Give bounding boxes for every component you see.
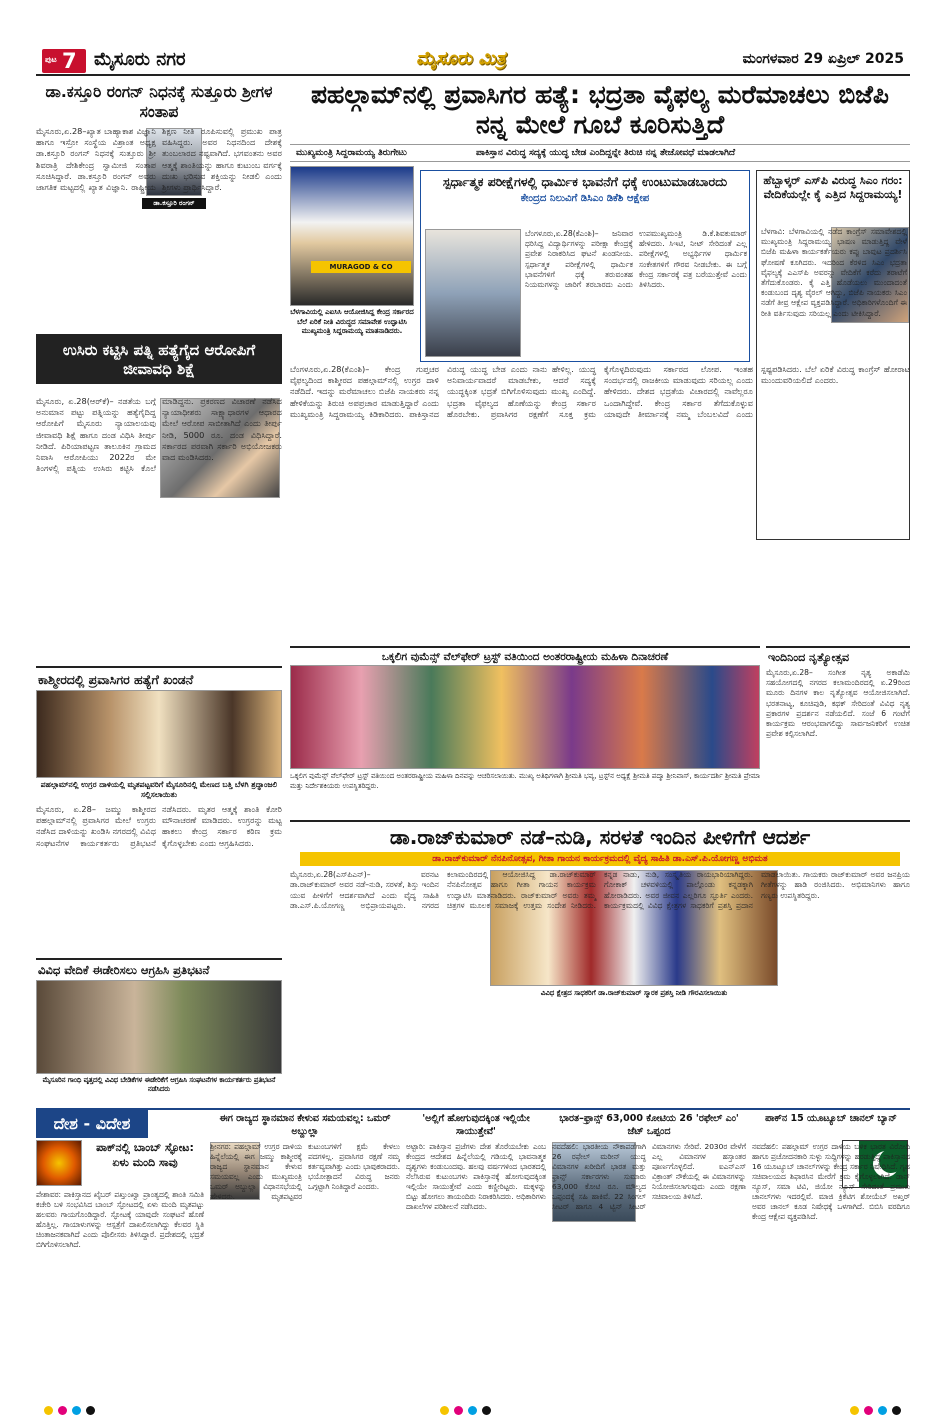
various-protest-caption: ಮೈಸೂರಿನ ಗಾಂಧಿ ವೃತ್ತದಲ್ಲಿ ವಿವಿಧ ಬೇಡಿಕೆಗಳ ಈಡೇರಿಕೆಗೆ ಆಗ್ರಹಿಸಿ ಸಂಘಟನೆಗಳ ಕಾರ್ಯಕರ್ತರು ಪ್ರತಿಭಟನೆ ನಡೆಸಿದರು (42, 1076, 276, 1093)
kashmir-protest-caption: ಪಹಲ್ಗಾಮ್‌ನಲ್ಲಿ ಉಗ್ರರ ದಾಳಿಯಲ್ಲಿ ಮೃತಪಟ್ಟವರಿಗೆ ಮೈಸೂರಿನಲ್ಲಿ ಮೇಣದ ಬತ್ತಿ ಬೆಳಗಿ ಶ್ರದ್ಧಾಂಜಲಿ ಸಲ್ಲಿಸಲಾಯಿತು (40, 780, 278, 799)
womens-day-headline: ಒಕ್ಕಲಿಗ ವುಮೆನ್ಸ್ ವೆಲ್‌ಫೇರ್ ಟ್ರಸ್ಟ್ ವತಿಯಿಂದ ಅಂತರರಾಷ್ಟ್ರೀಯ ಮಹಿಳಾ ದಿನಾಚರಣೆ (381, 651, 669, 663)
lead-sub2: ಪಾಕಿಸ್ತಾನ ವಿರುದ್ಧ ಸದ್ಯಕ್ಕೆ ಯುದ್ಧ ಬೇಡ ಎಂದಿದ್ದನ್ನೇ ತಿರುಚಿ ನನ್ನ ತೇಜೋವಧೆ ಮಾಡಲಾಗಿದೆ (476, 148, 736, 158)
page-label: ಪುಟ (45, 55, 57, 64)
exam-sub: ಕೇಂದ್ರದ ನಿಲುವಿಗೆ ಡಿಸಿಎಂ ಡಿಕೆಶಿ ಆಕ್ಷೇಪ (520, 193, 650, 204)
statehood-headline: ಈಗ ರಾಜ್ಯದ ಸ್ಥಾನಮಾನ ಕೇಳುವ ಸಮಯವಲ್ಲ: ಒಮರ್ ಅಬ್ದುಲ್ಲಾ (219, 1113, 391, 1137)
lead-photo-caption: ಬೆಳಗಾವಿಯಲ್ಲಿ ಎಐಸಿಸಿ ಆಯೋಜಿಸಿದ್ದ ಕೇಂದ್ರ ಸರ್ಕಾರದ ಬೆಲೆ ಏರಿಕೆ ನೀತಿ ವಿರುದ್ಧದ ಸಮಾವೇಶ ಉದ್ಘಾಟಿಸಿ ಮುಖ್ಯಮಂತ್ರಿ ಸಿದ್ದರಾಮಯ್ಯ ಮಾತನಾಡಿದರು. (290, 308, 414, 335)
youtube-story (752, 1112, 910, 1378)
womens-day-story (290, 646, 760, 818)
blast-headline: ಪಾಕ್‌ನಲ್ಲಿ ಬಾಂಬ್ ಸ್ಫೋಟ: ಏಳು ಮಂದಿ ಸಾವು (96, 1141, 194, 1169)
lead-body: ಬೆಂಗಳೂರು,ಏ.28(ಕೆಎಂಶಿ)– ಕೇಂದ್ರ ಗುಪ್ತಚರ ವೈಫಲ್ಯದಿಂದ ಕಾಶ್ಮೀರದ ಪಹಲ್ಗಾಮ್‌ನಲ್ಲಿ ಉಗ್ರರ ದಾಳಿ ನಡೆದಿದೆ. ಇದನ್ನು ಮರೆಮಾಚಲು ಬಿಜೆಪಿ ನಾಯಕರು ನನ್ನ ಹೇಳಿಕೆಯನ್ನು ತಿರುಚಿ ಅಪಪ್ರಚಾರ ಮಾಡುತ್ತಿದ್ದಾರೆ ಎಂದು ಮುಖ್ಯಮಂತ್ರಿ ಸಿದ್ದರಾಮಯ್ಯ ಕಿಡಿಕಾರಿದರು. ಪಾಕಿಸ್ತಾನದ ವಿರುದ್ಧ ಯುದ್ಧ ಬೇಡ ಎಂದು ನಾನು ಹೇಳಿಲ್ಲ. ಯುದ್ಧ ಅನಿವಾರ್ಯವಾದರೆ ಮಾಡಬೇಕು, ಆದರೆ ಸದ್ಯಕ್ಕೆ ಯುದ್ಧಕ್ಕಿಂತ ಭದ್ರತೆ ಬಿಗಿಗೊಳಿಸುವುದು ಮುಖ್ಯ ಎಂದಿದ್ದೆ. ಭದ್ರತಾ ವೈಫಲ್ಯದ ಹೊಣೆಯನ್ನು ಕೇಂದ್ರ ಸರ್ಕಾರ ಹೊರಬೇಕು. ಪ್ರವಾಸಿಗರ ರಕ್ಷಣೆಗೆ ಸೂಕ್ತ ಕ್ರಮ ಕೈಗೊಳ್ಳದಿರುವುದು ಸರ್ಕಾರದ ಲೋಪ. ಇಂತಹ ಸಂದರ್ಭದಲ್ಲಿ ರಾಜಕೀಯ ಮಾಡುವುದು ಸರಿಯಲ್ಲ ಎಂದು ಹೇಳಿದರು. ದೇಶದ ಭದ್ರತೆಯ ವಿಚಾರದಲ್ಲಿ ನಾವೆಲ್ಲರೂ ಒಂದಾಗಿದ್ದೇವೆ. ಕೇಂದ್ರ ಸರ್ಕಾರ ತೆಗೆದುಕೊಳ್ಳುವ ಯಾವುದೇ ತೀರ್ಮಾನಕ್ಕೆ ನಮ್ಮ ಬೆಂಬಲವಿದೆ ಎಂದು ಸ್ಪಷ್ಟಪಡಿಸಿದರು. ಬೆಲೆ ಏರಿಕೆ ವಿರುದ್ಧ ಕಾಂಗ್ರೆಸ್ ಹೋರಾಟ ಮುಂದುವರಿಯಲಿದೆ ಎಂದರು. (290, 364, 910, 419)
obit-body: ಮೈಸೂರು,ಏ.28–ಖ್ಯಾತ ಬಾಹ್ಯಾಕಾಶ ವಿಜ್ಞಾನಿ ಹಾಗೂ ಇಸ್ರೋ ಸಂಸ್ಥೆಯ ವಿಶ್ರಾಂತ ಅಧ್ಯಕ್ಷ ಡಾ.ಕಸ್ತೂರಿ ರಂಗನ್ ನಿಧನಕ್ಕೆ ಸುತ್ತೂರು ಶ್ರೀ ಶಿವರಾತ್ರಿ ದೇಶಿಕೇಂದ್ರ ಸ್ವಾಮೀಜಿ ಸಂತಾಪ ಸೂಚಿಸಿದ್ದಾರೆ. ಡಾ.ಕಸ್ತೂರಿ ರಂಗನ್ ಅವರು ಜಾಗತಿಕ ಮಟ್ಟದಲ್ಲಿ ಖ್ಯಾತ ವಿಜ್ಞಾನಿ. ರಾಷ್ಟ್ರೀಯ ಶಿಕ್ಷಣ ನೀತಿ ರೂಪಿಸುವಲ್ಲಿ ಪ್ರಮುಖ ಪಾತ್ರ ವಹಿಸಿದ್ದರು. ಅವರ ನಿಧನದಿಂದ ದೇಶಕ್ಕೆ ತುಂಬಲಾರದ ನಷ್ಟವಾಗಿದೆ. ಭಗವಂತನು ಅವರ ಆತ್ಮಕ್ಕೆ ಶಾಂತಿಯನ್ನು ಹಾಗೂ ಕುಟುಂಬ ವರ್ಗಕ್ಕೆ ದುಃಖ ಭರಿಸುವ ಶಕ್ತಿಯನ್ನು ನೀಡಲಿ ಎಂದು ಶ್ರೀಗಳು ಪ್ರಾರ್ಥಿಸಿದ್ದಾರೆ. (36, 126, 282, 193)
womens-day-photo (290, 665, 760, 769)
various-protest-story (36, 958, 282, 1096)
page-number-badge (42, 49, 86, 73)
festival-body: ಮೈಸೂರು,ಏ.28– ಸಂಗೀತ ನೃತ್ಯ ಅಕಾಡೆಮಿ ಸಹಯೋಗದಲ್ಲಿ ನಗರದ ಕಲಾಮಂದಿರದಲ್ಲಿ ಏ.29ರಿಂದ ಮೂರು ದಿನಗಳ ಕಾಲ ನೃತ್ಯೋತ್ಸವ ಆಯೋಜಿಸಲಾಗಿದೆ. ಭರತನಾಟ್ಯ, ಕೂಚಿಪುಡಿ, ಕಥಕ್ ಸೇರಿದಂತೆ ವಿವಿಧ ನೃತ್ಯ ಪ್ರಕಾರಗಳ ಪ್ರದರ್ಶನ ನಡೆಯಲಿದೆ. ಸಂಜೆ 6 ಗಂಟೆಗೆ ಕಾರ್ಯಕ್ರಮ ಆರಂಭವಾಗಲಿದ್ದು ಸಾರ್ವಜನಿಕರಿಗೆ ಉಚಿತ ಪ್ರವೇಶ ಕಲ್ಪಿಸಲಾಗಿದೆ. (766, 668, 910, 739)
alli-headline: 'ಅಲ್ಲಿಗೆ ಹೋಗುವುದಕ್ಕಿಂತ ಇಲ್ಲಿಯೇ ಸಾಯುತ್ತೇವೆ' (422, 1113, 530, 1137)
hebbal-story (756, 170, 910, 540)
lead-sub1: ಮುಖ್ಯಮಂತ್ರಿ ಸಿದ್ದರಾಮಯ್ಯ ತಿರುಗೇಟು (296, 148, 407, 158)
youtube-headline: ಪಾಕ್‌ನ 15 ಯೂಟ್ಯೂಬ್ ಚಾನಲ್ ಬ್ಯಾನ್ (765, 1113, 897, 1124)
festival-story (766, 646, 910, 818)
kashmir-protest-headline: ಕಾಶ್ಮೀರದಲ್ಲಿ ಪ್ರವಾಸಿಗರ ಹತ್ಯೆಗೆ ಖಂಡನೆ (38, 672, 194, 687)
lead-subheads (290, 144, 910, 162)
hebbal-headline: ಹೆಬ್ಬಾಳ್ಕರ್ ಎಸ್‌ಪಿ ವಿರುದ್ಧ ಸಿಎಂ ಗರಂ: ವೇದಿಕೆಯಲ್ಲೇ ಕೈ ಎತ್ತಿದ ಸಿದ್ದರಾಮಯ್ಯ! (763, 174, 903, 201)
alli-body: ಅಟ್ಟಾರಿ: ಪಾಕಿಸ್ತಾನ ಪ್ರಜೆಗಳು ದೇಶ ತೊರೆಯಬೇಕು ಎಂಬ ಕೇಂದ್ರದ ಆದೇಶದ ಹಿನ್ನೆಲೆಯಲ್ಲಿ ಗಡಿಯಲ್ಲಿ ಭಾವನಾತ್ಮಕ ದೃಶ್ಯಗಳು ಕಂಡುಬಂದವು. ಹಲವು ವರ್ಷಗಳಿಂದ ಭಾರತದಲ್ಲಿ ನೆಲೆಸಿರುವ ಕುಟುಂಬಗಳು ಪಾಕಿಸ್ತಾನಕ್ಕೆ ಹೋಗುವುದಕ್ಕಿಂತ ಇಲ್ಲಿಯೇ ಸಾಯುತ್ತೇವೆ ಎಂದು ಕಣ್ಣೀರಿಟ್ಟರು. ಮಕ್ಕಳನ್ನು ಬಿಟ್ಟು ಹೋಗಲು ತಾಯಂದಿರು ನಿರಾಕರಿಸಿದರು. ಅಧಿಕಾರಿಗಳು ದಾಖಲೆಗಳ ಪರಿಶೀಲನೆ ನಡೆಸಿದರು. (406, 1142, 546, 1211)
masthead-logo: ಮೈಸೂರು ಮಿತ್ರ (416, 48, 506, 69)
section-title: ಮೈಸೂರು ನಗರ (94, 49, 186, 70)
murder-story (36, 334, 282, 664)
rajkumar-body: ಮೈಸೂರು,ಏ.28(ಎಸ್‌ಪಿಎನ್)– ವರನಟ ಡಾ.ರಾಜ್‌ಕುಮಾರ್ ಅವರ ನಡೆ–ನುಡಿ, ಸರಳತೆ, ಶಿಸ್ತು ಇಂದಿನ ಯುವ ಪೀಳಿಗೆಗೆ ಆದರ್ಶವಾಗಿದೆ ಎಂದು ವೈದ್ಯ ಸಾಹಿತಿ ಡಾ.ಎಸ್.ಪಿ.ಯೋಗಣ್ಣ ಅಭಿಪ್ರಾಯಪಟ್ಟರು. ನಗರದ ಕಲಾಮಂದಿರದಲ್ಲಿ ಆಯೋಜಿಸಿದ್ದ ಡಾ.ರಾಜ್‌ಕುಮಾರ್ ನೆನಪಿನೋತ್ಸವ ಹಾಗೂ ಗೀತಾ ಗಾಯನ ಕಾರ್ಯಕ್ರಮ ಉದ್ಘಾಟಿಸಿ ಮಾತನಾಡಿದರು. ರಾಜ್‌ಕುಮಾರ್ ಅವರು ತಮ್ಮ ಚಿತ್ರಗಳ ಮೂಲಕ ಸಮಾಜಕ್ಕೆ ಉತ್ತಮ ಸಂದೇಶ ನೀಡಿದರು. ಕನ್ನಡ ನಾಡು, ನುಡಿ, ಸಂಸ್ಕೃತಿಯ ರಾಯಭಾರಿಯಾಗಿದ್ದರು. ಗೋಕಾಕ್ ಚಳವಳಿಯಲ್ಲಿ ಪಾಲ್ಗೊಂಡು ಕನ್ನಡಕ್ಕಾಗಿ ಹೋರಾಡಿದರು. ಅವರ ಜೀವನ ಎಲ್ಲರಿಗೂ ಸ್ಫೂರ್ತಿ ಎಂದರು. ಕಾರ್ಯಕ್ರಮದಲ್ಲಿ ವಿವಿಧ ಕ್ಷೇತ್ರಗಳ ಸಾಧಕರಿಗೆ ಪ್ರಶಸ್ತಿ ಪ್ರದಾನ ಮಾಡಲಾಯಿತು. ಗಾಯಕರು ರಾಜ್‌ಕುಮಾರ್ ಅವರ ಜನಪ್ರಿಯ ಗೀತೆಗಳನ್ನು ಹಾಡಿ ರಂಜಿಸಿದರು. ಅಭಿಮಾನಿಗಳು ಹಾಗೂ ಗಣ್ಯರು ಉಪಸ್ಥಿತರಿದ್ದರು. (290, 870, 910, 911)
rafale-headline: ಭಾರತ–ಫ್ರಾನ್ಸ್ 63,000 ಕೋಟಿಯ 26 'ರಫೇಲ್ ಎಂ' ಜೆಟ್ ಒಪ್ಪಂದ (559, 1113, 739, 1137)
statehood-story (210, 1112, 400, 1378)
blast-photo (36, 1140, 82, 1186)
alli-story (406, 1112, 546, 1378)
murder-headline: ಉಸಿರು ಕಟ್ಟಿಸಿ ಪತ್ನಿ ಹತ್ಯೆಗೈದ ಆರೋಪಿಗೆ ಜೀವಾವಧಿ ಶಿಕ್ಷೆ (36, 336, 282, 384)
desha-label: ದೇಶ - ವಿದೇಶ (36, 1110, 148, 1138)
rafale-body: ನವದೆಹಲಿ: ಭಾರತೀಯ ನೌಕಾಪಡೆಗಾಗಿ 26 ರಫೇಲ್ ಮರೀನ್ ಯುದ್ಧ ವಿಮಾನಗಳ ಖರೀದಿಗೆ ಭಾರತ ಮತ್ತು ಫ್ರಾನ್ಸ್ ಸರ್ಕಾರಗಳು ಸುಮಾರು 63,000 ಕೋಟಿ ರೂ. ಮೌಲ್ಯದ ಒಪ್ಪಂದಕ್ಕೆ ಸಹಿ ಹಾಕಿವೆ. 22 ಸಿಂಗಲ್ ಸೀಟರ್ ಹಾಗೂ 4 ಟ್ವಿನ್ ಸೀಟರ್ ವಿಮಾನಗಳು ಸೇರಿವೆ. 2030ರ ವೇಳೆಗೆ ಎಲ್ಲ ವಿಮಾನಗಳ ಹಸ್ತಾಂತರ ಪೂರ್ಣಗೊಳ್ಳಲಿದೆ. ಐಎನ್‌ಎಸ್ ವಿಕ್ರಾಂತ್ ನೌಕೆಯಲ್ಲಿ ಈ ವಿಮಾನಗಳನ್ನು ನಿಯೋಜಿಸಲಾಗುವುದು ಎಂದು ರಕ್ಷಣಾ ಸಚಿವಾಲಯ ತಿಳಿಸಿದೆ. (552, 1142, 746, 1211)
obit-headline: ಡಾ.ಕಸ್ತೂರಿ ರಂಗನ್ ನಿಧನಕ್ಕೆ ಸುತ್ತೂರು ಶ್ರೀಗಳ ಸಂತಾಪ (45, 83, 273, 121)
rafale-story (552, 1112, 746, 1378)
stage-banner: MURAGOD & CO (311, 261, 411, 273)
rajkumar-sub: ಡಾ.ರಾಜ್‌ಕುಮಾರ್ ನೆನಪಿನೋತ್ಸವ, ಗೀತಾ ಗಾಯನ ಕಾರ್ಯಕ್ರಮದಲ್ಲಿ ವೈದ್ಯ ಸಾಹಿತಿ ಡಾ.ಎಸ್.ಪಿ.ಯೋಗಣ್ಣ ಅಭಿಮತ (300, 852, 900, 866)
kashmir-protest-body: ಮೈಸೂರು, ಏ.28– ಜಮ್ಮು ಕಾಶ್ಮೀರದ ಪಹಲ್ಗಾಮ್‌ನಲ್ಲಿ ಪ್ರವಾಸಿಗರ ಮೇಲೆ ಉಗ್ರರು ನಡೆಸಿದ ದಾಳಿಯನ್ನು ಖಂಡಿಸಿ ನಗರದಲ್ಲಿ ವಿವಿಧ ಸಂಘಟನೆಗಳ ಕಾರ್ಯಕರ್ತರು ಪ್ರತಿಭಟನೆ ನಡೆಸಿದರು. ಮೃತರ ಆತ್ಮಕ್ಕೆ ಶಾಂತಿ ಕೋರಿ ಮೌನಾಚರಣೆ ಮಾಡಿದರು. ಉಗ್ರರನ್ನು ಮಟ್ಟ ಹಾಕಲು ಕೇಂದ್ರ ಸರ್ಕಾರ ಕಠಿಣ ಕ್ರಮ ಕೈಗೊಳ್ಳಬೇಕು ಎಂದು ಆಗ್ರಹಿಸಿದರು. (36, 804, 282, 848)
kashmir-protest-story (36, 666, 282, 958)
statehood-body: ಶ್ರೀನಗರ: ಪಹಲ್ಗಾಮ್ ಉಗ್ರರ ದಾಳಿಯ ಹಿನ್ನೆಲೆಯಲ್ಲಿ ಈಗ ಜಮ್ಮು ಕಾಶ್ಮೀರಕ್ಕೆ ರಾಜ್ಯದ ಸ್ಥಾನಮಾನ ಕೇಳುವ ಸಮಯವಲ್ಲ ಎಂದು ಮುಖ್ಯಮಂತ್ರಿ ಒಮರ್ ಅಬ್ದುಲ್ಲಾ ವಿಧಾನಸಭೆಯಲ್ಲಿ ಹೇಳಿದರು. ಮೃತಪಟ್ಟವರ ಕುಟುಂಬಗಳಿಗೆ ಕ್ಷಮೆ ಕೇಳಲು ಪದಗಳಿಲ್ಲ. ಪ್ರವಾಸಿಗರ ರಕ್ಷಣೆ ನಮ್ಮ ಕರ್ತವ್ಯವಾಗಿತ್ತು ಎಂದು ಭಾವುಕರಾದರು. ಭಯೋತ್ಪಾದನೆ ವಿರುದ್ಧ ಜನರು ಒಗ್ಗಟ್ಟಾಗಿ ನಿಂತಿದ್ದಾರೆ ಎಂದರು. (210, 1142, 400, 1201)
kashmir-protest-photo (36, 690, 282, 778)
lead-photo (290, 166, 414, 306)
exam-headline: ಸ್ಪರ್ಧಾತ್ಮಕ ಪರೀಕ್ಷೆಗಳಲ್ಲಿ ಧಾರ್ಮಿಕ ಭಾವನೆಗೆ ಧಕ್ಕೆ ಉಂಟುಮಾಡಬಾರದು (442, 174, 728, 189)
various-protest-photo (36, 980, 282, 1074)
festival-headline: ಇಂದಿನಿಂದ ನೃತ್ಯೋತ್ಸವ (768, 651, 850, 664)
various-protest-headline: ವಿವಿಧ ವೇದಿಕೆ ಈಡೇರಿಸಲು ಆಗ್ರಹಿಸಿ ಪ್ರತಿಭಟನೆ (38, 963, 210, 977)
rajkumar-caption: ವಿವಿಧ ಕ್ಷೇತ್ರದ ಸಾಧಕರಿಗೆ ಡಾ.ರಾಜ್‌ಕುಮಾರ್ ಸ್ಮಾರಕ ಪ್ರಶಸ್ತಿ ನೀಡಿ ಗೌರವಿಸಲಾಯಿತು (540, 989, 728, 997)
womens-day-caption: ಒಕ್ಕಲಿಗ ವುಮೆನ್ಸ್ ವೆಲ್‌ಫೇರ್ ಟ್ರಸ್ಟ್ ವತಿಯಿಂದ ಅಂತರರಾಷ್ಟ್ರೀಯ ಮಹಿಳಾ ದಿನವನ್ನು ಆಚರಿಸಲಾಯಿತು. ಮುಖ್ಯ ಅತಿಥಿಗಳಾಗಿ ಶ್ರೀಮತಿ ಭವ್ಯ, ಟ್ರಸ್ಟ್‌ನ ಅಧ್ಯಕ್ಷೆ ಶ್ರೀಮತಿ ಪದ್ಮಾ ಶ್ರೀನಿವಾಸ್, ಕಾರ್ಯದರ್ಶಿ ಶ್ರೀಮತಿ ಪ್ರೇಮಾ ಮತ್ತು ನಿರ್ದೇಶಕಿಯರು ಉಪಸ್ಥಿತರಿದ್ದರು. (290, 772, 760, 790)
page-number: 7 (62, 49, 77, 73)
exam-story (420, 170, 750, 362)
page-header (36, 46, 910, 76)
lead-headline: ಪಹಲ್ಗಾಮ್‌ನಲ್ಲಿ ಪ್ರವಾಸಿಗರ ಹತ್ಯೆ: ಭದ್ರತಾ ವೈಫಲ್ಯ ಮರೆಮಾಚಲು ಬಿಜೆಪಿ ನನ್ನ ಮೇಲೆ ಗೂಬೆ ಕೂರಿಸುತ್ತಿದೆ (311, 80, 889, 139)
rajkumar-headline: ಡಾ.ರಾಜ್‌ಕುಮಾರ್ ನಡೆ–ನುಡಿ, ಸರಳತೆ ಇಂದಿನ ಪೀಳಿಗೆಗೆ ಆದರ್ಶ (389, 825, 811, 849)
blast-story (36, 1140, 204, 1378)
obit-story (36, 80, 282, 332)
hebbal-body: ಬೆಳಗಾವಿ: ಬೆಳಗಾವಿಯಲ್ಲಿ ನಡೆದ ಕಾಂಗ್ರೆಸ್ ಸಮಾವೇಶದಲ್ಲಿ ಮುಖ್ಯಮಂತ್ರಿ ಸಿದ್ದರಾಮಯ್ಯ ಭಾಷಣ ಮಾಡುತ್ತಿದ್ದ ವೇಳೆ ಬಿಜೆಪಿ ಮಹಿಳಾ ಕಾರ್ಯಕರ್ತೆಯರು ಕಪ್ಪು ಬಾವುಟ ಪ್ರದರ್ಶಿಸಿ ಘೋಷಣೆ ಕೂಗಿದರು. ಇದರಿಂದ ಕೆರಳಿದ ಸಿಎಂ ಭದ್ರತಾ ವೈಫಲ್ಯಕ್ಕೆ ಎಎಸ್‌ಪಿ ಅವರನ್ನು ವೇದಿಕೆಗೆ ಕರೆದು ತರಾಟೆಗೆ ತೆಗೆದುಕೊಂಡರು. ಕೈ ಎತ್ತಿ ಹೊಡೆಯಲು ಮುಂದಾದಂತೆ ಕಂಡುಬಂದ ದೃಶ್ಯ ವೈರಲ್ ಆಗಿದ್ದು, ಬಿಜೆಪಿ ನಾಯಕರು ಸಿಎಂ ನಡೆಗೆ ತೀವ್ರ ಆಕ್ಷೇಪ ವ್ಯಕ್ತಪಡಿಸಿದ್ದಾರೆ. ಅಧಿಕಾರಿಗಳೊಂದಿಗೆ ಈ ರೀತಿ ವರ್ತಿಸುವುದು ಸರಿಯಲ್ಲ ಎಂದು ಟೀಕಿಸಿದ್ದಾರೆ. (761, 227, 907, 318)
print-registration-marks (0, 1404, 945, 1418)
blast-body: ಪೇಶಾವರ: ಪಾಕಿಸ್ತಾನದ ಖೈಬರ್ ಪಖ್ತುಂಖ್ವಾ ಪ್ರಾಂತ್ಯದಲ್ಲಿ ಶಾಂತಿ ಸಮಿತಿ ಕಚೇರಿ ಬಳಿ ಸಂಭವಿಸಿದ ಬಾಂಬ್ ಸ್ಫೋಟದಲ್ಲಿ ಏಳು ಮಂದಿ ಮೃತಪಟ್ಟು ಹಲವರು ಗಾಯಗೊಂಡಿದ್ದಾರೆ. ಸ್ಫೋಟಕ್ಕೆ ಯಾವುದೇ ಸಂಘಟನೆ ಹೊಣೆ ಹೊತ್ತಿಲ್ಲ. ಗಾಯಾಳುಗಳನ್ನು ಆಸ್ಪತ್ರೆಗೆ ದಾಖಲಿಸಲಾಗಿದ್ದು ಕೆಲವರ ಸ್ಥಿತಿ ಚಿಂತಾಜನಕವಾಗಿದೆ ಎಂದು ಪೊಲೀಸರು ತಿಳಿಸಿದ್ದಾರೆ. ಪ್ರದೇಶದಲ್ಲಿ ಭದ್ರತೆ ಬಿಗಿಗೊಳಿಸಲಾಗಿದೆ. (36, 1190, 204, 1249)
issue-date: ಮಂಗಳವಾರ 29 ಏಪ್ರಿಲ್ 2025 (742, 51, 904, 67)
desha-videsha-band (36, 1108, 910, 1378)
exam-body: ಬೆಂಗಳೂರು,ಏ.28(ಕೆಎಂಶಿ)– ಜನಿವಾರ ಧರಿಸಿದ್ದ ವಿದ್ಯಾರ್ಥಿಗಳನ್ನು ಪರೀಕ್ಷಾ ಕೇಂದ್ರಕ್ಕೆ ಪ್ರವೇಶ ನಿರಾಕರಿಸಿದ ಘಟನೆ ಖಂಡನೀಯ. ಸ್ಪರ್ಧಾತ್ಮಕ ಪರೀಕ್ಷೆಗಳಲ್ಲಿ ಧಾರ್ಮಿಕ ಭಾವನೆಗಳಿಗೆ ಧಕ್ಕೆ ತರುವಂತಹ ನಿಯಮಗಳನ್ನು ಜಾರಿಗೆ ತರಬಾರದು ಎಂದು ಉಪಮುಖ್ಯಮಂತ್ರಿ ಡಿ.ಕೆ.ಶಿವಕುಮಾರ್ ಹೇಳಿದರು. ಸಿಇಟಿ, ನೀಟ್ ಸೇರಿದಂತೆ ಎಲ್ಲ ಪರೀಕ್ಷೆಗಳಲ್ಲಿ ಅಭ್ಯರ್ಥಿಗಳ ಧಾರ್ಮಿಕ ಸಂಕೇತಗಳಿಗೆ ಗೌರವ ನೀಡಬೇಕು. ಈ ಬಗ್ಗೆ ಕೇಂದ್ರ ಸರ್ಕಾರಕ್ಕೆ ಪತ್ರ ಬರೆಯುತ್ತೇವೆ ಎಂದು ತಿಳಿಸಿದರು. (525, 229, 747, 290)
rajkumar-story (290, 820, 910, 1096)
murder-body: ಮೈಸೂರು, ಏ.28(ಆರ್‌ಕೆ)– ನಡತೆಯ ಬಗ್ಗೆ ಅನುಮಾನ ಪಟ್ಟು ಪತ್ನಿಯನ್ನು ಹತ್ಯೆಗೈದಿದ್ದ ಆರೋಪಿಗೆ ಮೈಸೂರು ನ್ಯಾಯಾಲಯವು ಜೀವಾವಧಿ ಶಿಕ್ಷೆ ಹಾಗೂ ದಂಡ ವಿಧಿಸಿ ತೀರ್ಪು ನೀಡಿದೆ. ಪಿರಿಯಾಪಟ್ಟಣ ತಾಲೂಕಿನ ಗ್ರಾಮದ ನಿವಾಸಿ ಆರೋಪಿಯು 2022ರ ಮೇ ತಿಂಗಳಲ್ಲಿ ಪತ್ನಿಯ ಉಸಿರು ಕಟ್ಟಿಸಿ ಕೊಲೆ ಮಾಡಿದ್ದನು. ಪ್ರಕರಣದ ವಿಚಾರಣೆ ನಡೆಸಿದ ನ್ಯಾಯಾಧೀಶರು ಸಾಕ್ಷ್ಯಾಧಾರಗಳ ಆಧಾರದ ಮೇಲೆ ಆರೋಪ ಸಾಬೀತಾಗಿದೆ ಎಂದು ತೀರ್ಪು ನೀಡಿ, 5000 ರೂ. ದಂಡ ವಿಧಿಸಿದ್ದಾರೆ. ಸರ್ಕಾರದ ಪರವಾಗಿ ಸರ್ಕಾರಿ ಅಭಿಯೋಜಕರು ವಾದ ಮಂಡಿಸಿದರು. (36, 396, 282, 474)
exam-photo (425, 229, 521, 357)
youtube-body: ನವದೆಹಲಿ: ಪಹಲ್ಗಾಮ್ ಉಗ್ರರ ದಾಳಿಯ ಬಳಿಕ ಭಾರತ ವಿರೋಧಿ ಹಾಗೂ ಪ್ರಚೋದನಕಾರಿ ಸುಳ್ಳು ಸುದ್ದಿಗಳನ್ನು ಹರಡುತ್ತಿದ್ದ ಪಾಕಿಸ್ತಾನದ 16 ಯೂಟ್ಯೂಬ್ ಚಾನಲ್‌ಗಳನ್ನು ಕೇಂದ್ರ ಸರ್ಕಾರ ನಿಷೇಧಿಸಿದೆ. ಗೃಹ ಸಚಿವಾಲಯದ ಶಿಫಾರಸಿನ ಮೇರೆಗೆ ಕ್ರಮ ಕೈಗೊಳ್ಳಲಾಗಿದೆ. ಡಾನ್ ನ್ಯೂಸ್, ಸಮಾ ಟಿವಿ, ಜಿಯೋ ನ್ಯೂಸ್ ಸೇರಿದಂತೆ ಪ್ರಮುಖ ಚಾನಲ್‌ಗಳು ಇದರಲ್ಲಿವೆ. ಮಾಜಿ ಕ್ರಿಕೆಟಿಗ ಶೋಯೆಬ್ ಅಖ್ತರ್ ಅವರ ಚಾನಲ್ ಕೂಡ ನಿಷೇಧಕ್ಕೆ ಒಳಗಾಗಿದೆ. ಬಿಬಿಸಿ ವರದಿಗೂ ಕೇಂದ್ರ ಆಕ್ಷೇಪ ವ್ಯಕ್ತಪಡಿಸಿದೆ. (752, 1142, 910, 1221)
obit-photo-caption: ಡಾ.ಕಸ್ತೂರಿ ರಂಗನ್ (142, 198, 206, 209)
